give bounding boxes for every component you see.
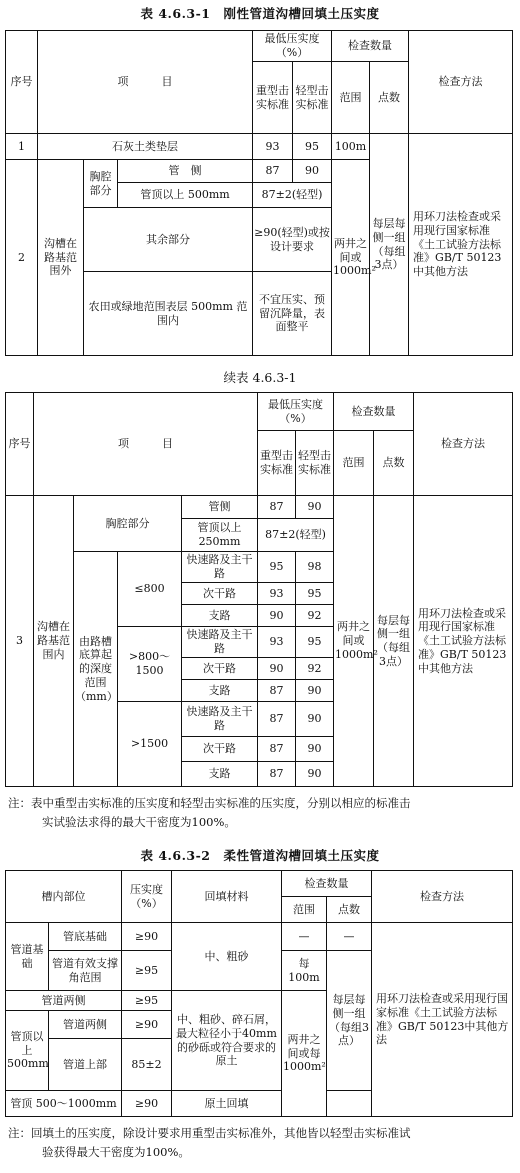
table-4-6-3-1-continued [5,392,513,787]
c-top-val: 87±2(轻型) [258,519,334,552]
t2-points-blank [327,1091,372,1117]
c-header-heavy: 重型击实标准 [258,431,296,496]
header-points: 点数 [370,62,409,134]
c-header-points: 点数 [374,431,414,496]
t2-base1: 管底基础 [49,923,122,951]
c-road: 快速路及主干路 [182,627,258,658]
c-val: 87 [258,702,296,737]
c-val: 90 [296,702,334,737]
table-4-6-3-1 [5,30,513,356]
t2-header-material: 回填材料 [172,871,282,923]
row1-heavy: 93 [253,134,293,160]
c-road: 次干路 [182,583,258,605]
c-val: 95 [296,583,334,605]
t2-dash: — [282,923,327,951]
t2-header-points: 点数 [327,897,372,923]
c-val: 93 [258,627,296,658]
row2-chest: 胸腔部分 [84,160,118,208]
c-val: 92 [296,658,334,680]
c-header-no: 序号 [6,393,34,496]
c-header-light: 轻型击实标准 [296,431,334,496]
row2-side-light: 90 [293,160,332,183]
t2-base2-val: ≥95 [122,951,172,991]
t2-last-val: ≥90 [122,1091,172,1117]
row2-side-heavy: 87 [253,160,293,183]
note-2-line: 注：回填土的压实度，除设计要求用重型击实标准外，其他皆以轻型击实标准试 [8,1126,411,1140]
t2-material-3: 原土回填 [172,1091,282,1117]
c-val: 90 [258,605,296,627]
t2-base: 管道基础 [6,923,49,991]
c-row-no: 3 [6,496,34,787]
t2-top2: 管道上部 [49,1039,122,1091]
c-val: 90 [258,658,296,680]
c-header-method: 检查方法 [414,393,513,496]
c-road: 次干路 [182,658,258,680]
header-heavy: 重型击实标准 [253,62,293,134]
row2-group: 沟槽在路基范围外 [38,160,84,356]
t2-top2-val: 85±2 [122,1039,172,1091]
t2-material-2: 中、粗砂、碎石屑，最大粒径小于40mm的砂砾或符合要求的原土 [172,991,282,1091]
c-d1: ≤800 [118,552,182,627]
header-item: 项 目 [38,31,253,134]
row2-method: 用环刀法检查或采用现行国家标准《土工试验方法标准》GB/T 50123中其他方法 [409,134,513,356]
t2-range-2: 两井之间或每1000m² [282,991,327,1117]
header-min-compaction: 最低压实度（%） [253,31,332,62]
c-road: 支路 [182,762,258,787]
c-side: 管侧 [182,496,258,519]
note-1 [8,794,514,832]
row2-farm: 农田或绿地范围表层 500mm 范围内 [84,272,253,356]
header-method: 检查方法 [409,31,513,134]
row2-range: 两井之间或1000m² [332,160,370,356]
c-method: 用环刀法检查或采用现行国家标准《土工试验方法标准》GB/T 50123中其他方法 [414,496,513,787]
t2-base1-val: ≥90 [122,923,172,951]
c-side-heavy: 87 [258,496,296,519]
c-val: 95 [258,552,296,583]
row1-no: 1 [6,134,38,160]
t2-header-method: 检查方法 [372,871,513,923]
t2-material-1: 中、粗砂 [172,923,282,991]
t2-base2: 管道有效支撑角范围 [49,951,122,991]
t2-dash: — [327,923,372,951]
t2-both: 管道两侧 [6,991,122,1011]
row2-no: 2 [6,160,38,356]
c-road: 支路 [182,605,258,627]
t2-top1-val: ≥90 [122,1011,172,1039]
table2-title: 表 4.6.3-2 柔性管道沟槽回填土压实度 [140,848,380,863]
note-2 [8,1124,514,1162]
row2-other: 其余部分 [84,208,253,272]
c-val: 93 [258,583,296,605]
table1-title: 表 4.6.3-1 刚性管道沟槽回填土压实度 [140,6,380,21]
row2-farm-val: 不宜压实、预留沉降量，表面整平 [253,272,332,356]
c-depth: 由路槽底算起的深度范围（mm） [74,552,118,787]
header-range: 范围 [332,62,370,134]
c-header-item: 项 目 [34,393,258,496]
header-no: 序号 [6,31,38,134]
c-row-group: 沟槽在路基范围内 [34,496,74,787]
c-top: 管顶以上250mm [182,519,258,552]
t2-top1: 管道两侧 [49,1011,122,1039]
c-val: 98 [296,552,334,583]
row1-range: 100m [332,134,370,160]
c-val: 92 [296,605,334,627]
c-range: 两井之间或1000m² [334,496,374,787]
t2-top: 管顶以上500mm [6,1011,49,1091]
t2-header-comp: 压实度（%） [122,871,172,923]
c-header-check-qty: 检查数量 [334,393,414,431]
c-road: 快速路及主干路 [182,702,258,737]
c-val: 87 [258,737,296,762]
c-val: 87 [258,762,296,787]
c-d3: >1500 [118,702,182,787]
c-road: 快速路及主干路 [182,552,258,583]
note-2-line: 验获得最大干密度为100%。 [42,1144,190,1159]
table1-continued-title: 续表 4.6.3-1 [223,370,297,385]
c-road: 支路 [182,680,258,702]
c-road: 次干路 [182,737,258,762]
row2-top-val: 87±2(轻型) [253,183,332,208]
header-light: 轻型击实标准 [293,62,332,134]
c-d2: >800～1500 [118,627,182,702]
table-4-6-3-2 [5,870,513,1117]
note-1-line: 注：表中重型击实标准的压实度和轻型击实标准的压实度，分别以相应的标准击 [8,796,411,810]
row2-top: 管顶以上 500mm [118,183,253,208]
row2-points: 每层每侧一组（每组3点） [370,134,409,356]
t2-range-1: 每100m [282,951,327,991]
t2-last: 管顶 500～1000mm [6,1091,122,1117]
c-val: 95 [296,627,334,658]
row2-side: 管 侧 [118,160,253,183]
c-header-range: 范围 [334,431,374,496]
row1-light: 95 [293,134,332,160]
c-side-light: 90 [296,496,334,519]
t2-header-check-qty: 检查数量 [282,871,372,897]
c-chest: 胸腔部分 [74,496,182,552]
t2-header-part: 槽内部位 [6,871,122,923]
header-check-qty: 检查数量 [332,31,409,62]
c-header-min-compaction: 最低压实度（%） [258,393,334,431]
c-val: 87 [258,680,296,702]
row1-item: 石灰土类垫层 [38,134,253,160]
t2-header-range: 范围 [282,897,327,923]
c-points: 每层每侧一组（每组3点） [374,496,414,787]
c-val: 90 [296,737,334,762]
row2-other-val: ≥90(轻型)或按设计要求 [253,208,332,272]
c-val: 90 [296,762,334,787]
note-1-line: 实试验法求得的最大干密度为100%。 [42,814,236,829]
t2-both-val: ≥95 [122,991,172,1011]
c-val: 90 [296,680,334,702]
t2-points: 每层每侧一组（每组3点） [327,951,372,1091]
t2-method: 用环刀法检查或采用现行国家标准《土工试验方法标准》GB/T 50123中其他方法 [372,923,513,1117]
